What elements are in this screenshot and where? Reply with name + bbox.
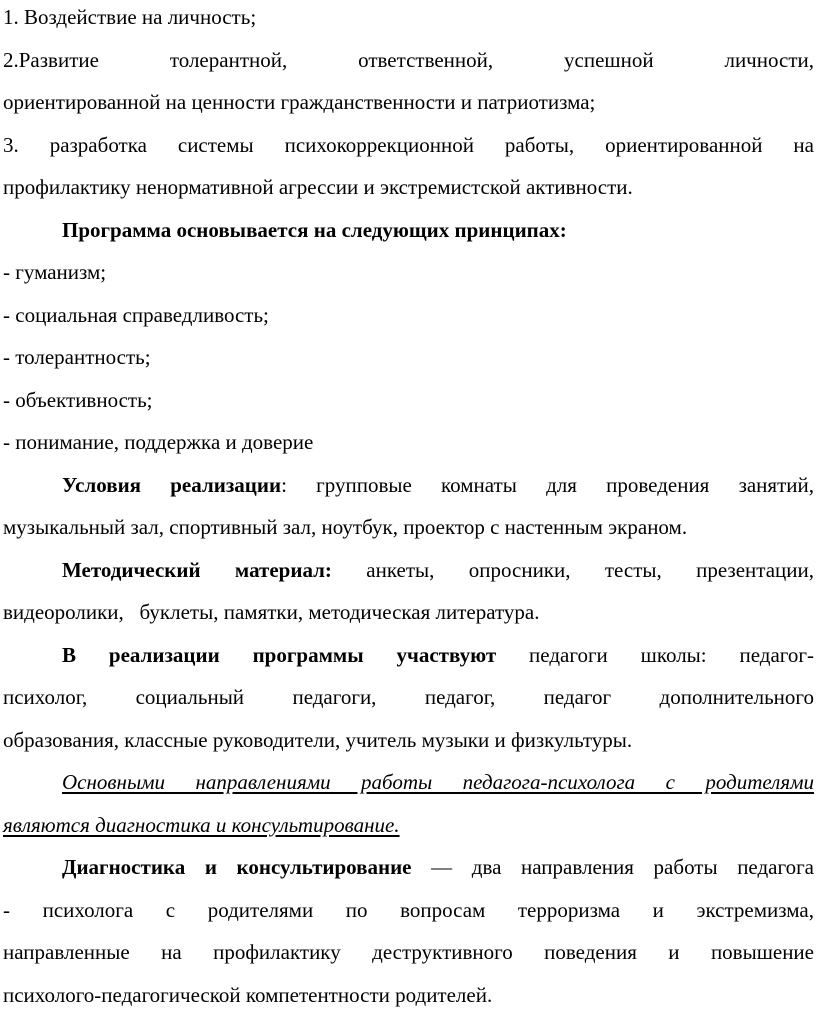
participants-paragraph-line-1	[3, 634, 814, 677]
diag-text: — два направления работы педагога	[412, 855, 814, 879]
material-label: Методический материал:	[62, 558, 332, 582]
participants-label: В реализации программы участвуют	[62, 643, 496, 667]
diag-paragraph-line-1	[3, 846, 814, 889]
material-paragraph-line-2: видеоролики, буклеты, памятки, методическая литература.	[3, 591, 814, 634]
list-item-3-line-1: 3. разработка системы психокоррекционной работы, ориентированной на	[3, 124, 814, 167]
diag-label: Диагностика и консультирование	[62, 855, 412, 879]
conditions-paragraph-line-1	[3, 464, 814, 507]
directions-line-1: Основными направлениями работы педагога-психолога с родителями	[3, 761, 814, 804]
list-item-2-line-1: 2.Развитие толерантной, ответственной, успешной личности,	[3, 39, 814, 82]
principle-item-objectivity: - объективность;	[3, 379, 814, 422]
conditions-text: : групповые комнаты для проведения занятий,	[281, 473, 814, 497]
list-item-1: 1. Воздействие на личность;	[3, 0, 814, 39]
principle-item-justice: - социальная справедливость;	[3, 294, 814, 337]
principle-item-humanism: - гуманизм;	[3, 251, 814, 294]
principles-heading: Программа основывается на следующих принципах:	[3, 209, 814, 252]
diag-paragraph-line-2: - психолога с родителями по вопросам терроризма и экстремизма,	[3, 889, 814, 932]
diag-paragraph-line-3: направленные на профилактику деструктивного поведения и повышение	[3, 931, 814, 974]
participants-text: педагоги школы: педагог-	[496, 643, 814, 667]
participants-paragraph-line-2: психолог, социальный педагоги, педагог, педагог дополнительного	[3, 676, 814, 719]
principle-item-tolerance: - толерантность;	[3, 336, 814, 379]
list-item-3-line-2: профилактику ненормативной агрессии и экстремистской активности.	[3, 166, 814, 209]
conditions-paragraph-line-2: музыкальный зал, спортивный зал, ноутбук, проектор с настенным экраном.	[3, 506, 814, 549]
conditions-label: Условия реализации	[62, 473, 281, 497]
directions-line-2-text: являются диагностика и консультирование.	[3, 813, 400, 837]
material-paragraph-line-1	[3, 549, 814, 592]
material-text: анкеты, опросники, тесты, презентации,	[332, 558, 814, 582]
diag-paragraph-line-4: психолого-педагогической компетентности родителей.	[3, 974, 814, 1016]
list-item-2-line-2: ориентированной на ценности гражданственности и патриотизма;	[3, 81, 814, 124]
directions-line-2	[3, 804, 814, 847]
principle-item-trust: - понимание, поддержка и доверие	[3, 421, 814, 464]
participants-paragraph-line-3: образования, классные руководители, учитель музыки и физкультуры.	[3, 719, 814, 762]
